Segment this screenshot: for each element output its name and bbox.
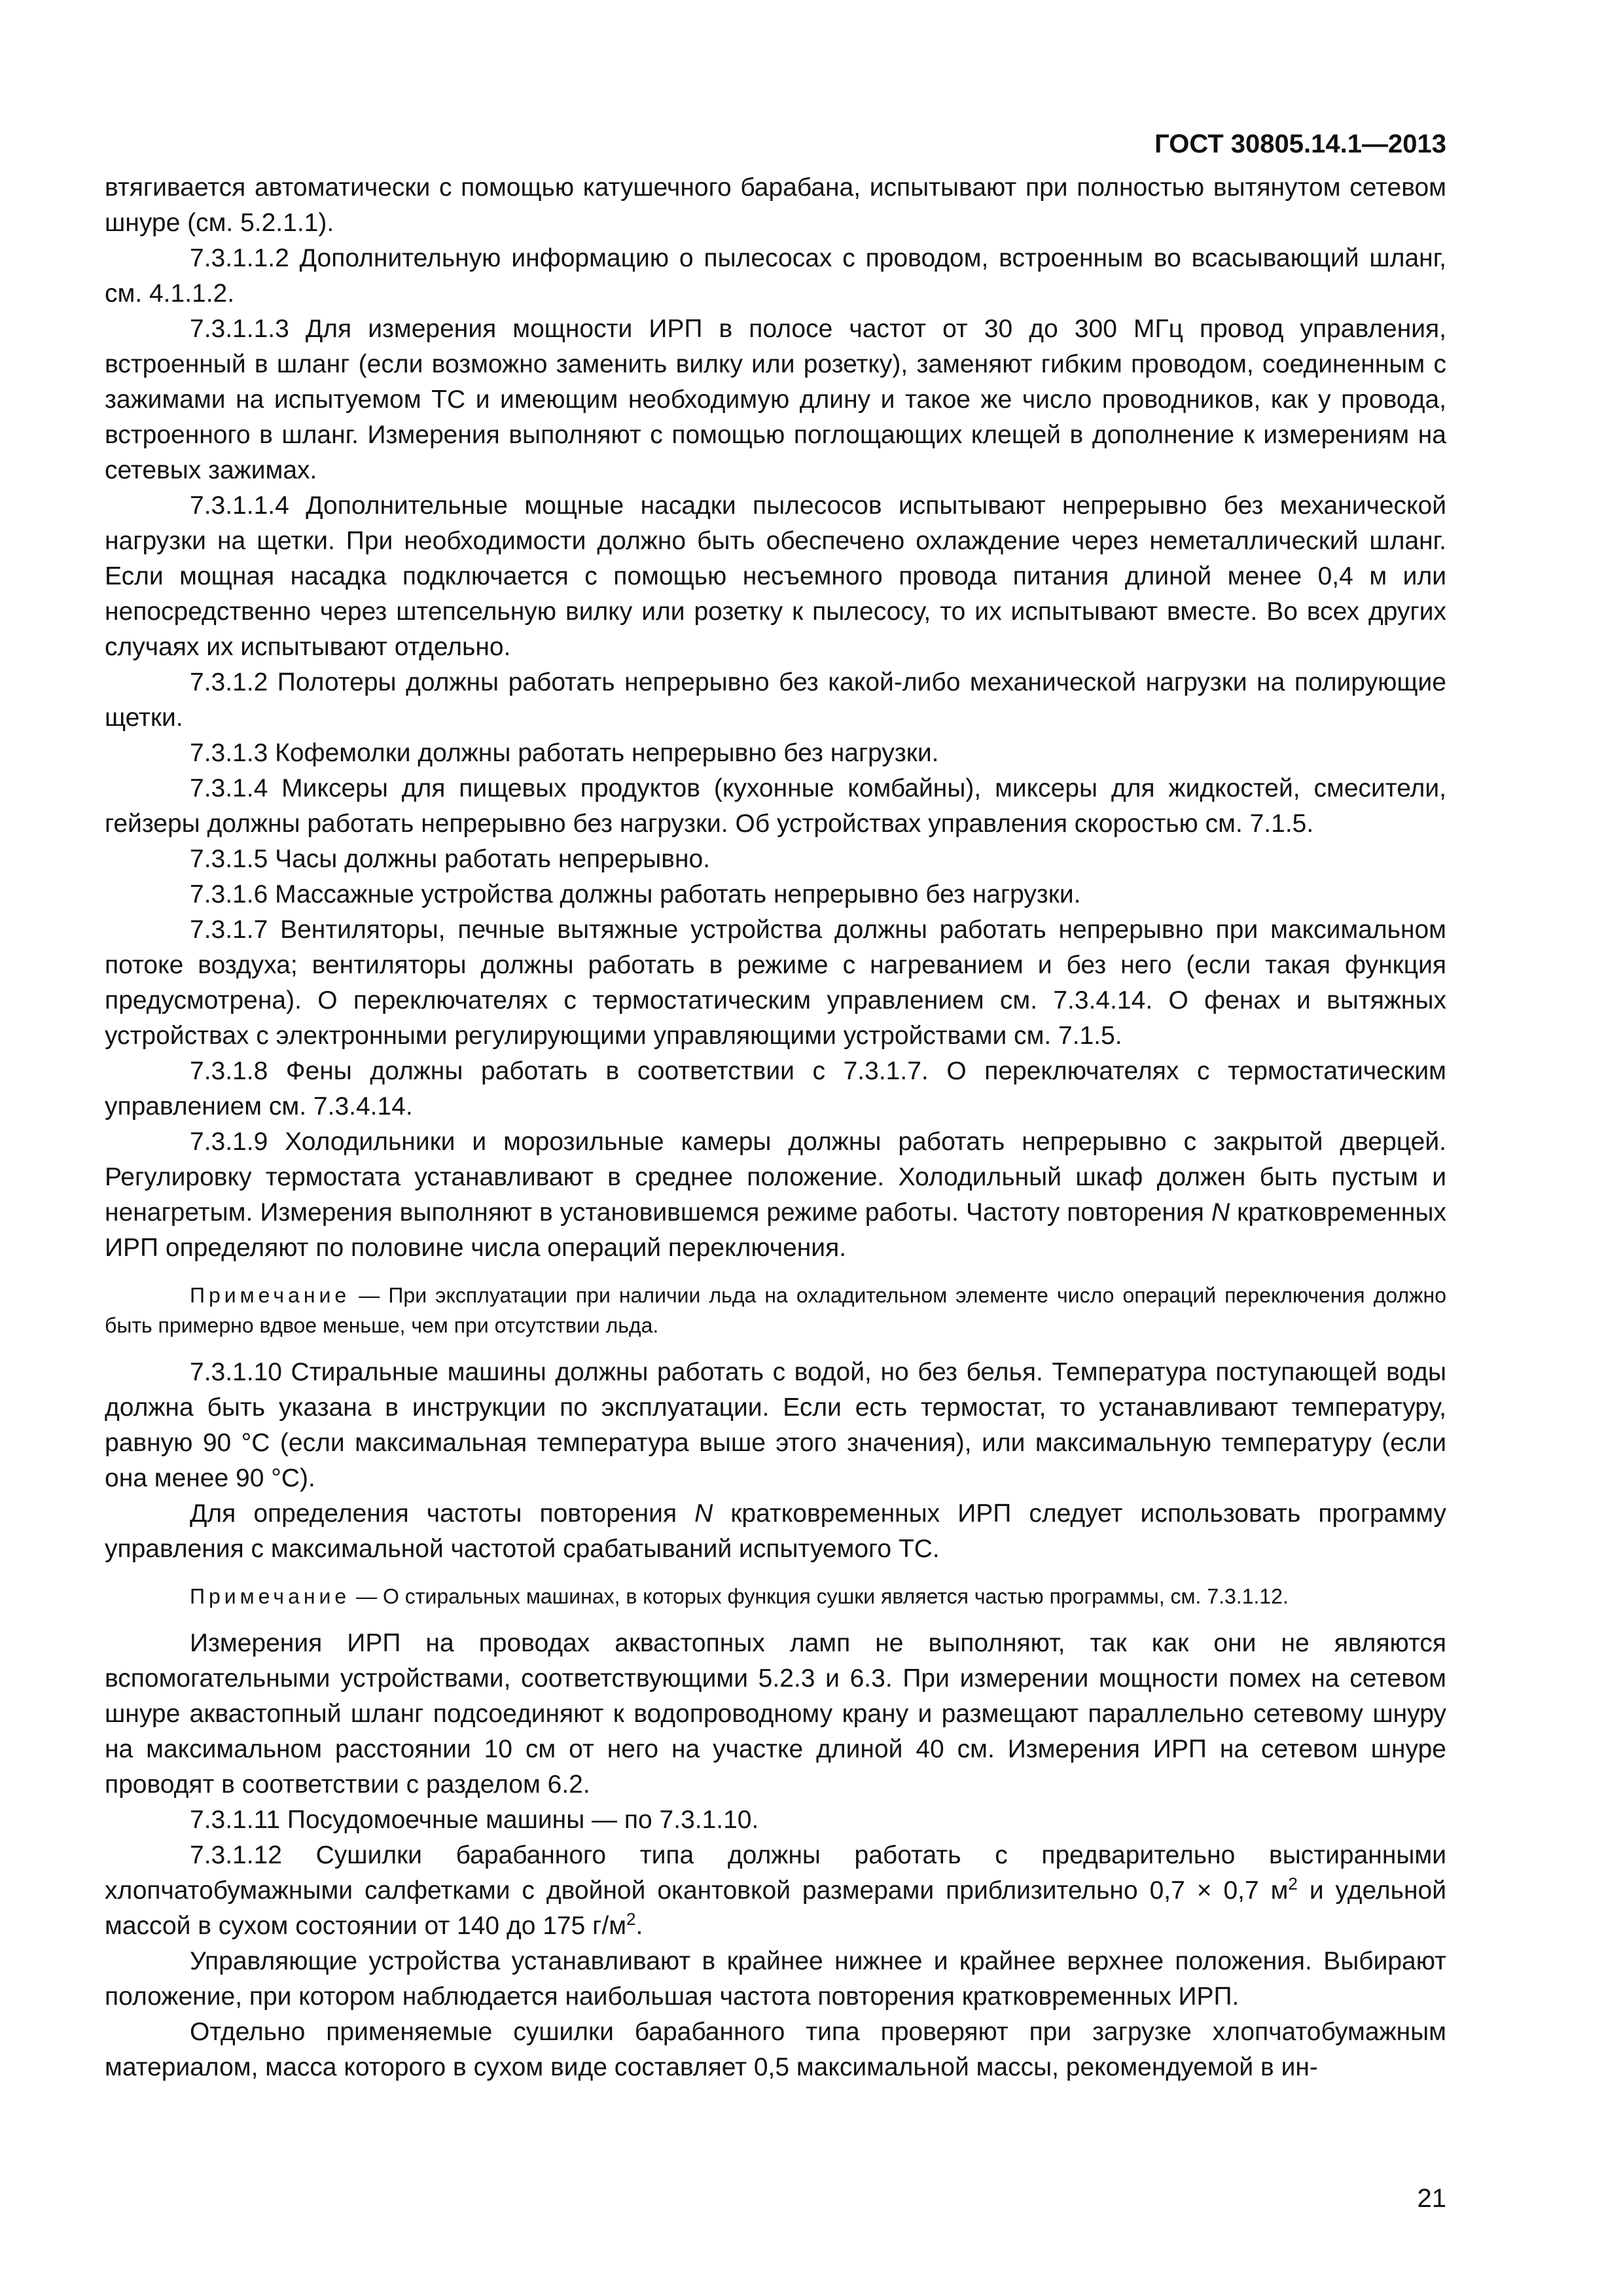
paragraph-dryers: Отдельно применяемые сушилки барабанного типа проверяют при загрузке хлопчатобумажным материалом, масса которого в сухом виде составляет 0,5 максимальной массы, рекомендуемой в ин- xyxy=(105,2018,1446,2081)
note-label: Примечание xyxy=(190,1585,351,1608)
paragraph-7-3-1-2: 7.3.1.2 Полотеры должны работать непрерывно без какой-либо механической нагрузки на полирующие щетки. xyxy=(105,668,1446,732)
variable-n: N xyxy=(694,1499,713,1528)
paragraph-7-3-1-7: 7.3.1.7 Вентиляторы, печные вытяжные устройства должны работать непрерывно при максимальном потоке воздуха; вентиляторы должны работать в режиме с нагреванием и без него (если такая функция предусмотрена). О переключателях с термостатическим управлением см. 7.3.4.14. О фенах и вытяжных устройствах с электронными регулирующими управляющими устройствами см. 7.1.5. xyxy=(105,916,1446,1050)
paragraph-text: кратковременных ИРП определяют по половине числа операций переключения. xyxy=(105,1198,1446,1262)
paragraph-text: Для определения частоты повторения xyxy=(190,1499,695,1528)
note-label: Примечание xyxy=(190,1283,351,1307)
paragraph-text: кратковременных ИРП следует использовать программу управления с максимальной частотой срабатываний испытуемого ТС. xyxy=(105,1499,1447,1563)
paragraph-7-3-1-5: 7.3.1.5 Часы должны работать непрерывно. xyxy=(190,845,711,873)
variable-n: N xyxy=(1211,1198,1230,1227)
paragraph-text: 7.3.1.12 Сушилки барабанного типа должны работать с предварительно выстиранными хлопчатобумажными салфетками с двойной окантовкой размерами приблизительно 0,7 × 0,7 м xyxy=(105,1841,1446,1905)
paragraph-controls: Управляющие устройства устанавливают в крайнее нижнее и крайнее верхнее положения. Выбирают положение, при котором наблюдается наибольшая частота повторения кратковременных ИРП. xyxy=(105,1947,1446,2011)
paragraph-7-3-1-1-4: 7.3.1.1.4 Дополнительные мощные насадки пылесосов испытывают непрерывно без механической нагрузки на щетки. При необходимости должно быть обеспечено охлаждение через неметаллический шланг. Если мощная насадка подключается с помощью несъемного провода питания длиной менее 0,4 м или непосредственно через штепсельную вилку или розетку к пылесосу, то их испытывают вместе. Во всех других случаях их испытывают отдельно. xyxy=(105,492,1446,661)
note-drying xyxy=(105,1581,1446,1611)
superscript: 2 xyxy=(626,1909,636,1929)
superscript: 2 xyxy=(1288,1874,1298,1893)
paragraph-continuation: втягивается автоматически с помощью катушечного барабана, испытывают при полностью вытянутом сетевом шнуре (см. 5.2.1.1). xyxy=(105,173,1446,237)
paragraph-7-3-1-1-2: 7.3.1.1.2 Дополнительную информацию о пылесосах с проводом, встроенным во всасывающий шланг, см. 4.1.1.2. xyxy=(105,244,1446,308)
paragraph-frequency xyxy=(105,1496,1446,1567)
paragraph-7-3-1-12 xyxy=(105,1838,1446,1944)
paragraph-7-3-1-3: 7.3.1.3 Кофемолки должны работать непрерывно без нагрузки. xyxy=(190,739,939,767)
paragraph-text: 7.3.1.9 Холодильники и морозильные камеры должны работать непрерывно с закрытой дверцей. Регулировку термостата устанавливают в среднее положение. Холодильный шкаф должен быть пустым и ненагретым. Измерения выполняют в установившемся режиме работы. Частоту повторения xyxy=(105,1128,1446,1227)
paragraph-7-3-1-11: 7.3.1.11 Посудомоечные машины — по 7.3.1.10. xyxy=(190,1806,759,1834)
page-number: 21 xyxy=(1417,2184,1446,2213)
note-ice xyxy=(105,1280,1446,1340)
paragraph-text: и удельной массой в сухом состоянии от 140 до 175 г/м xyxy=(105,1876,1446,1940)
paragraph-7-3-1-6: 7.3.1.6 Массажные устройства должны работать непрерывно без нагрузки. xyxy=(190,880,1081,908)
paragraph-7-3-1-8: 7.3.1.8 Фены должны работать в соответствии с 7.3.1.7. О переключателях с термостатическим управлением см. 7.3.4.14. xyxy=(105,1057,1446,1121)
paragraph-7-3-1-9 xyxy=(105,1124,1446,1266)
document-page xyxy=(105,124,1446,2219)
note-text: — О стиральных машинах, в которых функция сушки является частью программы, см. 7.3.1.12. xyxy=(350,1585,1289,1608)
note-text: — При эксплуатации при наличии льда на охладительном элементе число операций переключения должно быть примерно вдвое меньше, чем при отсутствии льда. xyxy=(105,1283,1446,1337)
paragraph-7-3-1-1-3: 7.3.1.1.3 Для измерения мощности ИРП в полосе частот от 30 до 300 МГц провод управления, встроенный в шланг (если возможно заменить вилку или розетку), заменяют гибким проводом, соединенным с зажимами на испытуемом ТС и имеющим необходимую длину и такое же число проводников, как у провода, встроенного в шланг. Измерения выполняют с помощью поглощающих клещей в дополнение к измерениям на сетевых зажимах. xyxy=(105,315,1446,484)
paragraph-7-3-1-4: 7.3.1.4 Миксеры для пищевых продуктов (кухонные комбайны), миксеры для жидкостей, смесители, гейзеры должны работать непрерывно без нагрузки. Об устройствах управления скоростью см. 7.1.5. xyxy=(105,774,1446,838)
paragraph-7-3-1-10: 7.3.1.10 Стиральные машины должны работать с водой, но без белья. Температура поступающей воды должна быть указана в инструкции по эксплуатации. Если есть термостат, то устанавливают температуру, равную 90 °С (если максимальная температура выше этого значения), или максимальную температуру (если она менее 90 °С). xyxy=(105,1358,1446,1492)
paragraph-text: . xyxy=(635,1912,643,1940)
document-header: ГОСТ 30805.14.1—2013 xyxy=(1154,130,1446,158)
paragraph-aquastop: Измерения ИРП на проводах аквастопных ламп не выполняют, так как они не являются вспомогательными устройствами, соответствующими 5.2.3 и 6.3. При измерении мощности помех на сетевом шнуре аквастопный шланг подсоединяют к водопроводному крану и размещают параллельно сетевому шнуру на максимальном расстоянии 10 см от него на участке длиной 40 см. Измерения ИРП на сетевом шнуре проводят в соответствии с разделом 6.2. xyxy=(105,1629,1446,1799)
